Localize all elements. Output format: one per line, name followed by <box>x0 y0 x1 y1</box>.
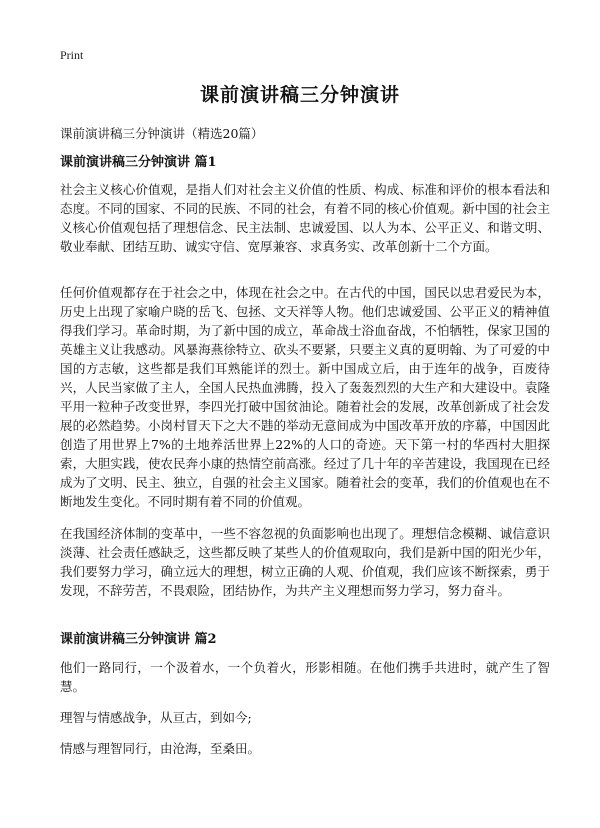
section-heading-2: 课前演讲稿三分钟演讲 篇2 <box>60 632 217 647</box>
paragraph: 社会主义核心价值观，是指人们对社会主义价值的性质、构成、标准和评价的根本看法和态度。不同的国家、不同的民族、不同的社会，有着不同的核心价值观。新中国的社会主义核心价值观包括了理想信念、民主法制、忠诚爱国、以人为本、公平正义、和谐文明、敬业奉献、团结互助、诚实守信、宽厚兼容、求真务实、改革创新十二个方面。 <box>60 182 550 254</box>
paragraph: 在我国经济体制的变革中，一些不容忽视的负面影响也出现了。理想信念模糊、诚信意识淡薄、社会责任感缺乏，这些都反映了某些人的价值观取向，我们是新中国的阳光少年，我们要努力学习，确立远大的理想，树立正确的人观、价值观，我们应该不断探索，勇于发现，不辞劳苦，不畏艰险，团结协作，为共产主义理想而努力学习，努力奋斗。 <box>60 526 550 598</box>
print-label: Print <box>60 48 84 62</box>
page-title: 课前演讲稿三分钟演讲 <box>199 84 400 106</box>
paragraph: 他们一路同行，一个汲着水，一个负着火，形影相随。在他们携手共进时，就产生了智慧。 <box>60 660 550 694</box>
document-subtitle: 课前演讲稿三分钟演讲（精选20篇） <box>60 126 264 141</box>
paragraph: 任何价值观都存在于社会之中，体现在社会之中。在古代的中国，国民以忠君爱民为本，历史上出现了家喻户晓的岳飞、包拯、文天祥等人物。他们忠诚爱国、公平正义的精神值得我们学习。革命时期，为了新中国的成立，革命战士浴血奋战，不怕牺牲，保家卫国的英雄主义让我感动。风暴海燕徐特立、砍头不要紧，只要主义真的夏明翰、为了可爱的中国的方志敏，这些都是我们耳熟能详的烈士。新中国成立后，由于连年的战争，百废待兴，人民当家做了主人，全国人民热血沸腾，投入了轰轰烈烈的大生产和大建设中。袁隆平用一粒种子改变世界，李四光打破中国贫油论。随着社会的发展，改革创新成了社会发展的必然趋势。小岗村冒天下之大不韪的举动无意间成为中国改革开放的序幕，中国因此创造了用世界上7%的土地养活世界上22%的人口的奇迹。天下第一村的华西村大胆探索，大胆实践，使农民奔小康的热情空前高涨。经过了几十年的辛苦建设，我国现在已经成为了文明、民主、独立，自强的社会主义国家。随着社会的变革，我们的价值观也在不断地发生变化。不同时期有着不同的价值观。 <box>60 285 550 509</box>
paragraph: 理智与情感战争，从亘古，到如今; <box>60 710 252 725</box>
paragraph: 情感与理智同行，由沧海，至桑田。 <box>60 741 261 756</box>
section-heading-1: 课前演讲稿三分钟演讲 篇1 <box>60 155 217 170</box>
